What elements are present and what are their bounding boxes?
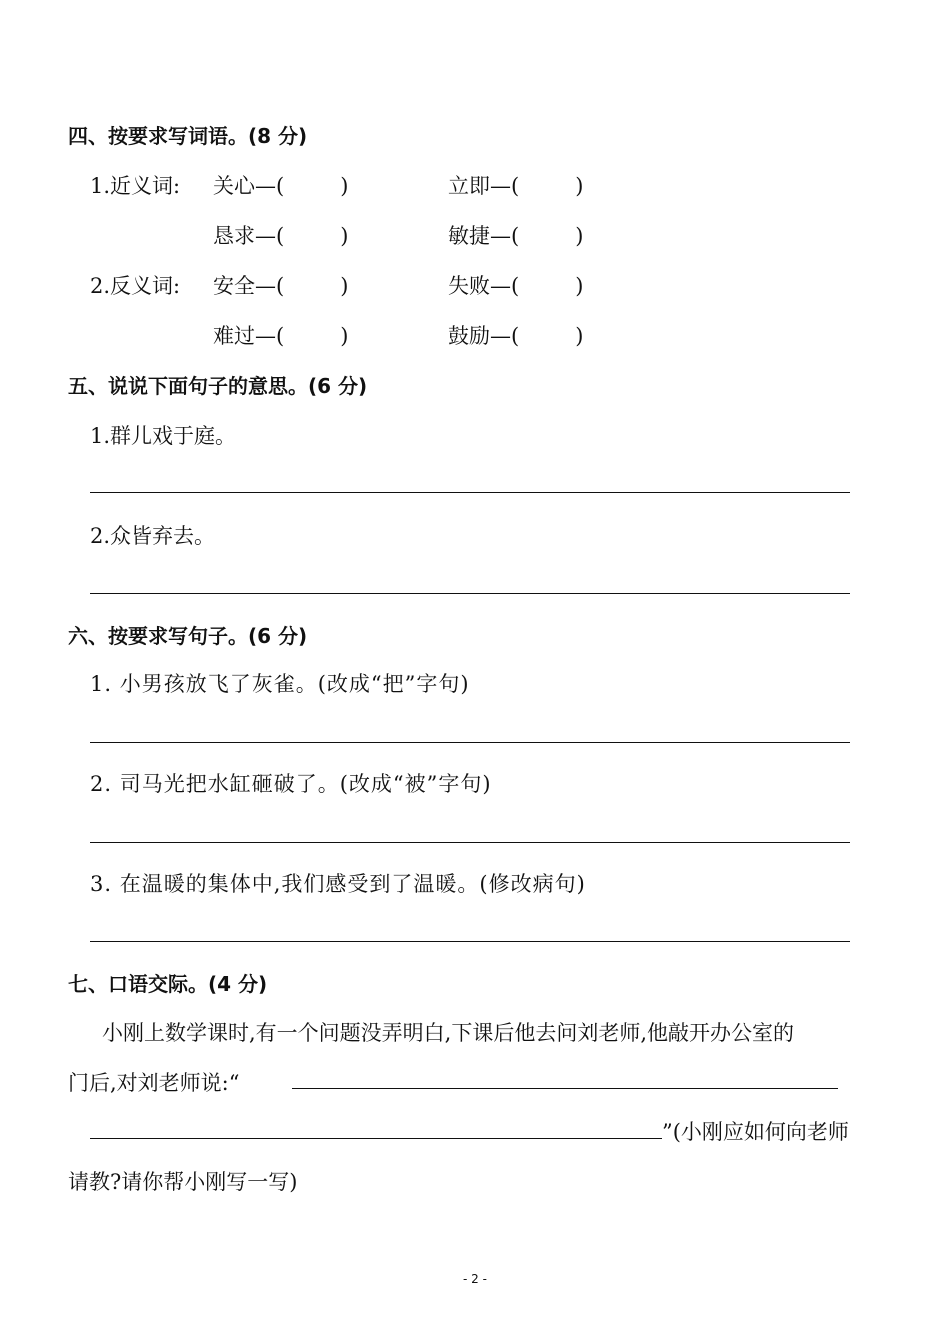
antonym-item: 难过—( ) bbox=[213, 324, 349, 348]
sentence-prompt: 1.群儿戏于庭。 bbox=[90, 424, 237, 448]
answer-line[interactable] bbox=[90, 492, 850, 493]
page-number: - 2 - bbox=[463, 1272, 487, 1286]
paragraph-line: 小刚上数学课时,有一个问题没弄明白,下课后他去问刘老师,他敲开办公室的 bbox=[102, 1021, 795, 1045]
word: 难过 bbox=[213, 324, 255, 348]
section-4-title: 四、按要求写词语。(8 分) bbox=[68, 124, 308, 148]
word: 关心 bbox=[213, 174, 255, 198]
antonym-item: 安全—( ) bbox=[213, 274, 349, 298]
antonym-item: 失败—( ) bbox=[448, 274, 584, 298]
sentence-prompt: 2.众皆弃去。 bbox=[90, 524, 216, 548]
paragraph-line: 门后,对刘老师说:“ bbox=[68, 1071, 240, 1095]
synonym-item: 关心—( ) bbox=[213, 174, 349, 198]
word: 立即 bbox=[448, 174, 490, 198]
section-6-title: 六、按要求写句子。(6 分) bbox=[68, 624, 308, 648]
answer-line[interactable] bbox=[90, 941, 850, 942]
sentence-prompt: 2. 司马光把水缸砸破了。(改成“被”字句) bbox=[90, 772, 492, 796]
synonym-item: 敏捷—( ) bbox=[448, 224, 584, 248]
answer-line[interactable] bbox=[90, 842, 850, 843]
paragraph-line: 请教?请你帮小刚写一写) bbox=[68, 1170, 298, 1194]
section-5-title: 五、说说下面句子的意思。(6 分) bbox=[68, 374, 368, 398]
word: 失败 bbox=[448, 274, 490, 298]
sentence-prompt: 1. 小男孩放飞了灰雀。(改成“把”字句) bbox=[90, 672, 470, 696]
synonym-item: 恳求—( ) bbox=[213, 224, 349, 248]
paragraph-line: ”(小刚应如何向老师 bbox=[662, 1120, 849, 1144]
synonym-item: 立即—( ) bbox=[448, 174, 584, 198]
word: 鼓励 bbox=[448, 324, 490, 348]
word: 敏捷 bbox=[448, 224, 490, 248]
answer-line[interactable] bbox=[90, 593, 850, 594]
word: 安全 bbox=[213, 274, 255, 298]
answer-line[interactable] bbox=[292, 1088, 838, 1089]
antonym-item: 鼓励—( ) bbox=[448, 324, 584, 348]
answer-line[interactable] bbox=[90, 1138, 662, 1139]
antonyms-label: 2.反义词: bbox=[90, 274, 181, 298]
sentence-prompt: 3. 在温暖的集体中,我们感受到了温暖。(修改病句) bbox=[90, 872, 586, 896]
word: 恳求 bbox=[213, 224, 255, 248]
answer-line[interactable] bbox=[90, 742, 850, 743]
synonyms-label: 1.近义词: bbox=[90, 174, 181, 198]
section-7-title: 七、口语交际。(4 分) bbox=[68, 972, 268, 996]
